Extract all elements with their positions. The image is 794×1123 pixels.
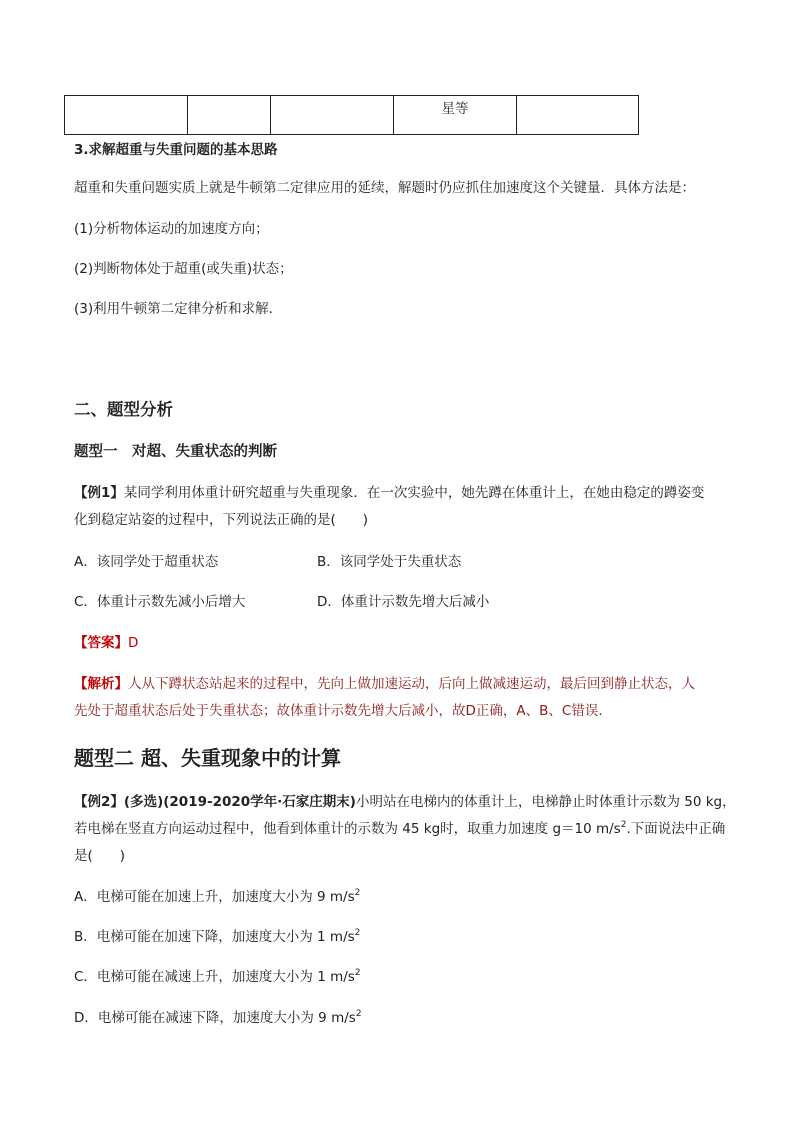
analysis-line: 【解析】人从下蹲状态站起来的过程中，先向上做加速运动，后向上做减速运动，最后回到静止状态，人 — [74, 676, 695, 692]
question-line: 化到稳定站姿的过程中，下列说法正确的是( ) — [74, 512, 369, 528]
example-tag: 【例1】 — [74, 485, 124, 501]
answer-value: D — [128, 635, 139, 651]
part-heading: 二、题型分析 — [74, 400, 173, 419]
type1-heading: 题型一 对超、失重状态的判断 — [74, 444, 277, 460]
table-cell — [188, 96, 271, 134]
example-source: (多选)(2019-2020学年·石家庄期末) — [123, 794, 356, 810]
question-line: 【例2】(多选)(2019-2020学年·石家庄期末)小明站在电梯内的体重计上，电梯静止时体重计示数为 50 kg， — [74, 794, 736, 810]
section-heading: 3.求解超重与失重问题的基本思路 — [74, 142, 278, 158]
table-cell — [65, 96, 188, 134]
example-tag: 【例2】 — [74, 794, 124, 810]
table-cell — [271, 96, 394, 134]
option-b: B．电梯可能在加速下降，加速度大小为 1 $m/s^2$ — [74, 927, 361, 945]
question-line: 是( ) — [74, 848, 126, 864]
table-cell: 星等 — [394, 96, 517, 134]
option-c: C．体重计示数先减小后增大 — [74, 594, 246, 610]
type2-heading: 题型二 超、失重现象中的计算 — [74, 746, 341, 770]
option-d: D．电梯可能在减速下降，加速度大小为 9 $m/s^2$ — [74, 1008, 362, 1026]
table-cell — [517, 96, 638, 134]
list-item: (2)判断物体处于超重(或失重)状态； — [74, 261, 293, 277]
answer-tag: 【答案】 — [74, 635, 128, 651]
option-d: D．体重计示数先增大后减小 — [317, 594, 490, 610]
analysis-line: 先处于超重状态后处于失重状态；故体重计示数先增大后减小，故D正确，A、B、C错误． — [74, 703, 612, 719]
paragraph: 超重和失重问题实质上就是牛顿第二定律应用的延续，解题时仍应抓住加速度这个关键量．具体方法是： — [74, 180, 695, 196]
option-c: C．电梯可能在减速上升，加速度大小为 1 $m/s^2$ — [74, 967, 361, 985]
answer-line — [74, 633, 138, 653]
option-a: A．电梯可能在加速上升，加速度大小为 9 $m/s^2$ — [74, 887, 361, 905]
table-fragment — [64, 95, 639, 135]
analysis-tag: 【解析】 — [74, 676, 128, 692]
list-item: (3)利用牛顿第二定律分析和求解． — [74, 301, 283, 317]
question-line: 若电梯在竖直方向运动过程中，他看到体重计的示数为 45 kg时，取重力加速度 g＝10 $m/s^2$.下面说法中正确 — [74, 819, 726, 837]
question-line: 【例1】某同学利用体重计研究超重与失重现象．在一次实验中，她先蹲在体重计上，在她由稳定的蹲姿变 — [74, 485, 705, 501]
option-b: B．该同学处于失重状态 — [317, 554, 462, 570]
list-item: (1)分析物体运动的加速度方向； — [74, 221, 269, 237]
option-a: A．该同学处于超重状态 — [74, 554, 219, 570]
